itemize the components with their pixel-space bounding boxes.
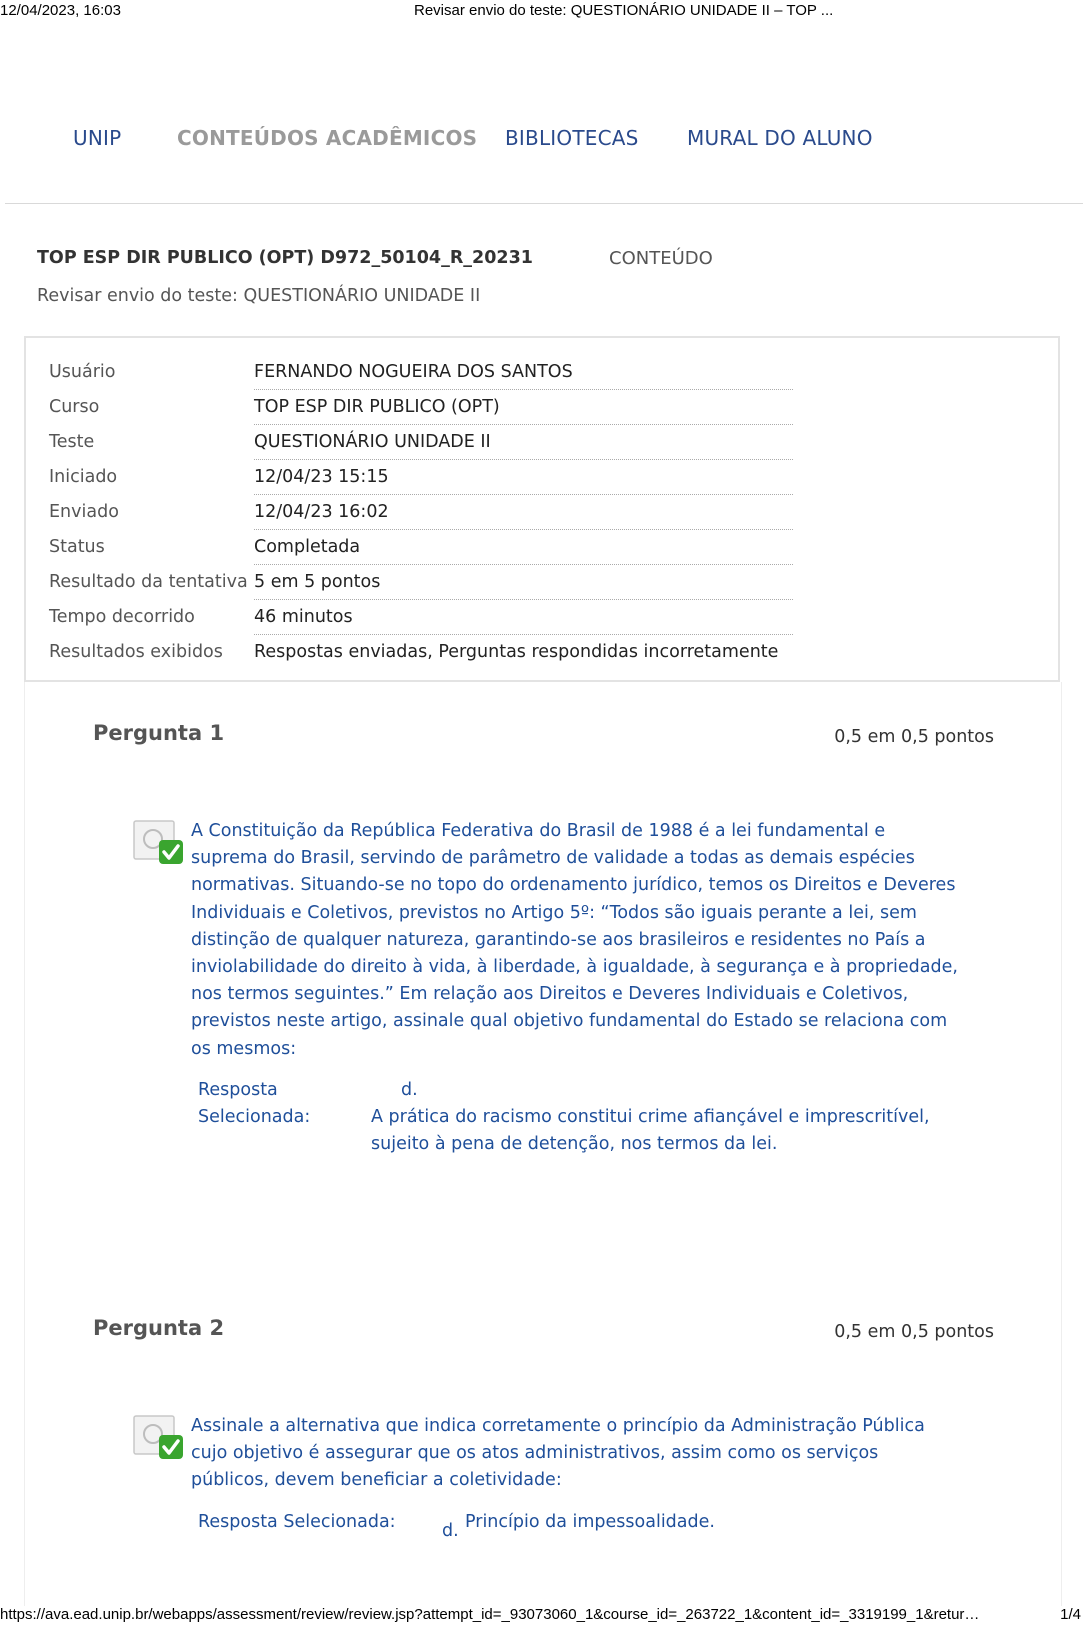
answer-label: Resposta Selecionada: [198,1512,396,1532]
info-value: Respostas enviadas, Perguntas respondidas incorretamente [254,642,779,663]
answer-letter: d. [401,1080,418,1100]
info-row [49,635,793,670]
nav-item-conteudos-academicos[interactable]: CONTEÚDOS ACADÊMICOS [177,126,478,150]
question-title: Pergunta 1 [93,721,225,745]
info-value: Completada [254,530,793,565]
answer-label: Resposta [198,1080,278,1100]
answer-label: Selecionada: [198,1107,311,1127]
attempt-info-table [49,355,793,670]
info-label: Enviado [49,502,119,522]
info-value: FERNANDO NOGUEIRA DOS SANTOS [254,355,793,390]
info-value: 46 minutos [254,600,793,635]
info-value: 12/04/23 16:02 [254,495,793,530]
info-label: Curso [49,397,100,417]
question-points: 0,5 em 0,5 pontos [834,727,994,747]
info-label: Usuário [49,362,116,382]
info-row [49,390,793,425]
correct-check-icon [133,820,185,868]
print-page-title: Revisar envio do teste: QUESTIONÁRIO UNIDADE II – TOP ... [414,2,834,19]
info-row [49,355,793,390]
info-row [49,530,793,565]
info-label: Status [49,537,105,557]
course-title: TOP ESP DIR PUBLICO (OPT) D972_50104_R_20231 [37,248,533,268]
answer-text: A prática do racismo constitui crime afiançável e imprescritível, sujeito à pena de detenção, nos termos da lei. [371,1107,930,1154]
top-nav [0,126,1085,156]
nav-item-unip[interactable]: UNIP [73,126,122,150]
info-row [49,495,793,530]
info-label: Tempo decorrido [49,607,195,627]
info-row [49,460,793,495]
correct-check-icon [133,1415,185,1463]
answer-letter: d. [442,1521,459,1541]
question-points: 0,5 em 0,5 pontos [834,1322,994,1342]
info-row [49,565,793,600]
print-page-number: 1/4 [1060,1606,1081,1623]
print-url: https://ava.ead.unip.br/webapps/assessment/review/review.jsp?attempt_id=_93073060_1&course_id=_263722_1&content_id=_3319199_1&retur… [0,1606,980,1623]
nav-divider [5,203,1083,204]
info-label: Resultados exibidos [49,642,223,662]
print-header [0,2,1085,22]
info-label: Iniciado [49,467,118,487]
info-value: QUESTIONÁRIO UNIDADE II [254,425,793,460]
question-text: A Constituição da República Federativa do Brasil de 1988 é a lei fundamental e suprema do Brasil, servindo de parâmetro de validade a todas as demais espécies normativas. Situando-se no topo do ordenamento jurídico, temos os Direitos e Deveres Individuais e Coletivos, previstos no Artigo 5º: “Todos são iguais perante a lei, sem distinção de qualquer natureza, garantindo-se aos brasileiros e residentes no País a inviolabilidade do direito à vida, à liberdade, à igualdade, à segurança e à propriedade, nos termos seguintes.” Em relação aos Direitos e Deveres Individuais e Coletivos, previstos neste artigo, assinale qual objetivo fundamental do Estado se relaciona com os mesmos: [191,821,958,1059]
info-row [49,600,793,635]
print-footer [0,1606,1085,1626]
info-label: Teste [49,432,95,452]
print-datetime: 12/04/2023, 16:03 [0,2,121,19]
info-value: 12/04/23 15:15 [254,460,793,495]
info-label: Resultado da tentativa [49,572,248,592]
question-title: Pergunta 2 [93,1316,225,1340]
info-value: 5 em 5 pontos [254,565,793,600]
nav-item-mural-do-aluno[interactable]: MURAL DO ALUNO [687,126,873,150]
info-row [49,425,793,460]
question-text: Assinale a alternativa que indica corretamente o princípio da Administração Pública cujo objetivo é assegurar que os atos administrativos, assim como os serviços públicos, devem beneficiar a coletividade: [191,1416,925,1491]
answer-text: Princípio da impessoalidade. [465,1512,715,1532]
breadcrumb-subtitle: Revisar envio do teste: QUESTIONÁRIO UNIDADE II [37,286,481,306]
nav-item-bibliotecas[interactable]: BIBLIOTECAS [505,126,639,150]
info-value: TOP ESP DIR PUBLICO (OPT) [254,390,793,425]
content-link[interactable]: CONTEÚDO [609,248,713,269]
attempt-info-panel [24,336,1060,682]
